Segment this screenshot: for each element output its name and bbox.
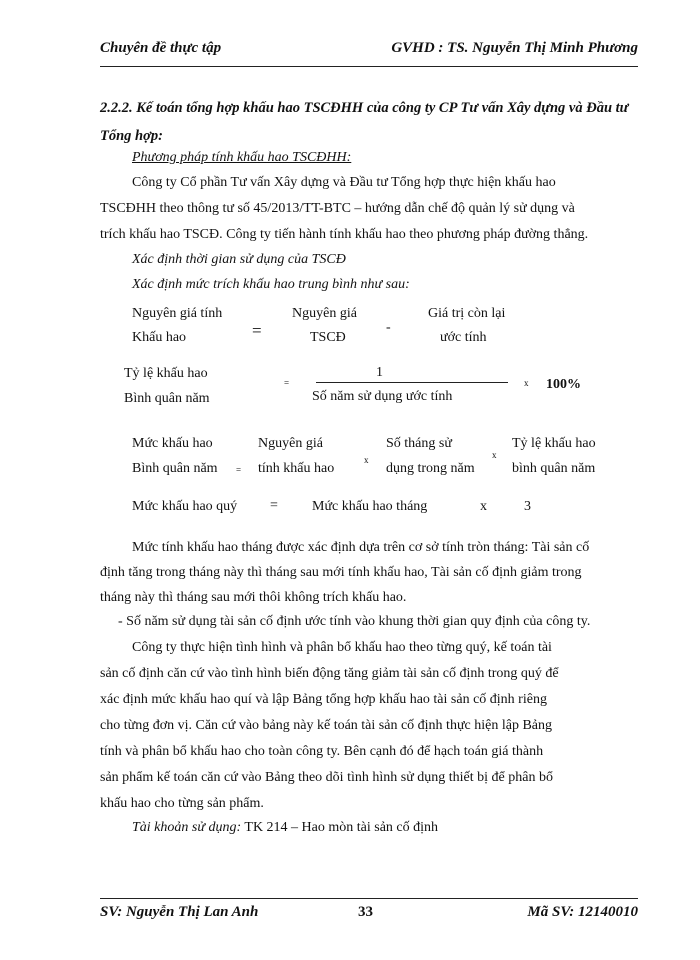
- para3-line-3: xác định mức khấu hao quí và lập Bảng tổng hợp khấu hao tài sản cố định riêng: [100, 692, 547, 707]
- f1-lhs-line1: Nguyên giá tính: [132, 306, 223, 321]
- para1-line-3: tháng này thì tháng sau mới thôi không trích khấu hao.: [100, 590, 407, 605]
- header-left: Chuyên đề thực tập: [100, 40, 222, 56]
- para3-line-2: sản cố định căn cứ vào tình hình biến động tăng giảm tài sản cố định trong quý để: [100, 666, 559, 681]
- f2-lhs-line2: Bình quân năm: [124, 391, 210, 406]
- para1-line-2: định tăng trong tháng này thì tháng sau mới tính khấu hao, Tài sản cố định giảm trong: [100, 565, 582, 580]
- f2-fraction-bar: [316, 382, 508, 383]
- f4-factor: 3: [524, 499, 531, 514]
- footer-rule: [100, 898, 638, 899]
- f2-lhs-line1: Tỷ lệ khấu hao: [124, 366, 208, 381]
- para3-line-6: sản phẩm kế toán căn cứ vào Bảng theo dõi tình hình sử dụng thiết bị để phân bổ: [100, 770, 553, 785]
- f3-op2: x: [492, 450, 497, 460]
- f3-term1-line1: Nguyên giá: [258, 436, 323, 451]
- header-rule: [100, 66, 638, 67]
- intro-line-3: trích khấu hao TSCĐ. Công ty tiến hành tính khấu hao theo phương pháp đường thẳng.: [100, 227, 589, 242]
- f2-denominator: Số năm sử dụng ước tính: [312, 389, 453, 404]
- account-value: TK 214 – Hao mòn tài sản cố định: [241, 820, 439, 835]
- f1-term2-line2: ước tính: [440, 330, 487, 345]
- f4-equals: =: [270, 498, 278, 513]
- f3-term1-line2: tính khấu hao: [258, 461, 335, 476]
- intro-line-1: Công ty Cổ phần Tư vấn Xây dựng và Đầu tư Tổng hợp thực hiện khấu hao: [132, 175, 556, 190]
- f3-term3-line1: Tỷ lệ khấu hao: [512, 436, 596, 451]
- f4-term: Mức khấu hao tháng: [312, 499, 428, 514]
- intro-line-2: TSCĐHH theo thông tư số 45/2013/TT-BTC – hướng dẫn chế độ quản lý sử dụng và: [100, 201, 575, 216]
- f2-equals: =: [284, 378, 290, 388]
- method-heading: Phương pháp tính khấu hao TSCĐHH:: [132, 150, 352, 165]
- step-1: Xác định thời gian sử dụng của TSCĐ: [132, 252, 346, 267]
- page-number: 33: [358, 904, 373, 920]
- f3-term3-line2: bình quân năm: [512, 461, 596, 476]
- f1-term2-line1: Giá trị còn lại: [428, 306, 506, 321]
- f1-term1-line1: Nguyên giá: [292, 306, 357, 321]
- f3-lhs-line2: Bình quân năm: [132, 461, 218, 476]
- f1-equals: =: [252, 321, 262, 340]
- para3-line-1: Công ty thực hiện tình hình và phân bổ khấu hao theo từng quý, kế toán tài: [132, 640, 552, 655]
- f1-term1-line2: TSCĐ: [310, 330, 346, 345]
- section-title: 2.2.2. Kế toán tổng hợp khấu hao TSCĐHH của công ty CP Tư vấn Xây dựng và Đầu tư Tổng hợp:: [100, 100, 629, 144]
- step-2: Xác định mức trích khấu hao trung bình như sau:: [132, 277, 410, 292]
- f3-equals: =: [236, 465, 242, 475]
- f3-op1: x: [364, 455, 369, 465]
- f3-term2-line1: Số tháng sử: [386, 436, 452, 451]
- f3-term2-line2: dụng trong năm: [386, 461, 475, 476]
- f3-lhs-line1: Mức khấu hao: [132, 436, 213, 451]
- f1-minus: -: [386, 320, 391, 335]
- footer-right: Mã SV: 12140010: [527, 904, 638, 920]
- f1-lhs-line2: Khấu hao: [132, 330, 187, 345]
- f4-lhs: Mức khấu hao quý: [132, 499, 238, 514]
- para2: - Số năm sử dụng tài sản cố định ước tính vào khung thời gian quy định của công ty.: [118, 614, 591, 629]
- f2-percent: 100%: [546, 377, 581, 392]
- header-right: GVHD : TS. Nguyễn Thị Minh Phương: [391, 40, 638, 56]
- footer-left: SV: Nguyễn Thị Lan Anh: [100, 904, 259, 920]
- para1-line-1: Mức tính khấu hao tháng được xác định dựa trên cơ sở tính tròn tháng: Tài sản cố: [132, 540, 590, 555]
- para3-line-4: cho từng đơn vị. Căn cứ vào bảng này kế toán tài sản cố định thực hiện lập Bảng: [100, 718, 553, 733]
- para3-line-7: khấu hao cho từng sản phẩm.: [100, 796, 264, 811]
- f2-times: x: [524, 378, 529, 388]
- account-line: [132, 820, 438, 836]
- para3-line-5: tính và phân bổ khấu hao cho toàn công ty. Bên cạnh đó để hạch toán giá thành: [100, 744, 544, 759]
- account-label: Tài khoản sử dụng:: [132, 820, 242, 835]
- f4-op: x: [480, 499, 487, 514]
- f2-numerator: 1: [376, 365, 383, 380]
